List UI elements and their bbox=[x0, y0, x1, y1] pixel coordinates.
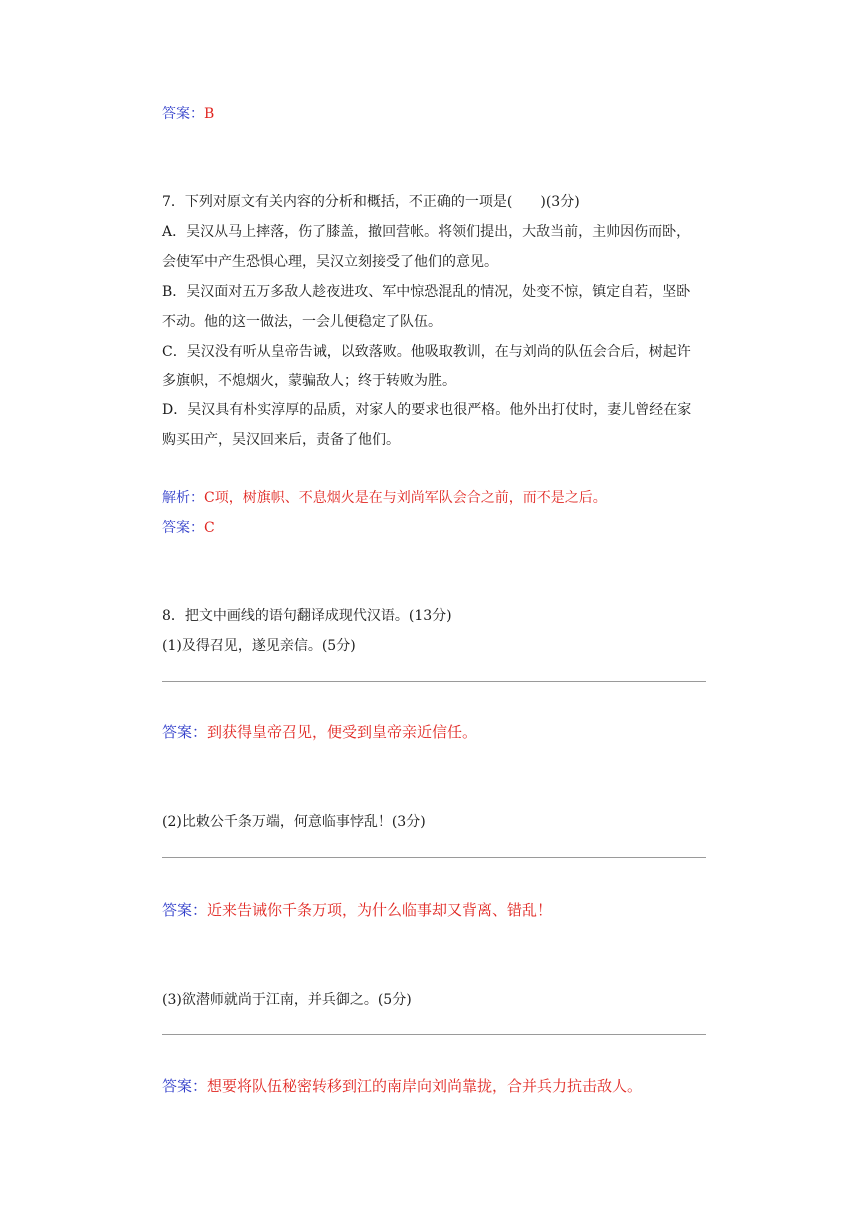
answer-blank-line-1 bbox=[162, 681, 706, 682]
q7-option-d-line1: D．吴汉具有朴实淳厚的品质，对家人的要求也很严格。他外出打仗时，妻儿曾经在家 bbox=[162, 402, 692, 418]
answer-label: 答案： bbox=[162, 723, 208, 741]
answer-text: 近来告诫你千条万项，为什么临事却又背离、错乱！ bbox=[207, 901, 553, 919]
q7-option-b-line2: 不动。他的这一做法，一会儿便稳定了队伍。 bbox=[162, 314, 442, 330]
answer-label: 答案： bbox=[162, 106, 204, 122]
answer-blank-line-3 bbox=[162, 1034, 706, 1035]
answer-value: C bbox=[204, 520, 215, 536]
q7-option-a-line1: A．吴汉从马上摔落，伤了膝盖，撤回营帐。将领们提出，大敌当前，主帅因伤而卧， bbox=[162, 224, 691, 240]
q8-stem: 8．把文中画线的语句翻译成现代汉语。(13分) bbox=[162, 608, 452, 624]
q7-option-c-line1: C．吴汉没有听从皇帝告诫，以致落败。他吸取教训，在与刘尚的队伍会合后，树起许 bbox=[162, 344, 691, 360]
q7-option-d-line2: 购买田产，吴汉回来后，责备了他们。 bbox=[162, 432, 400, 448]
answer-label: 答案： bbox=[162, 1077, 208, 1095]
analysis-label: 解析： bbox=[162, 490, 204, 506]
q7-option-a-line2: 会使军中产生恐惧心理，吴汉立刻接受了他们的意见。 bbox=[162, 254, 498, 270]
answer-b bbox=[162, 104, 214, 124]
q8-answer-1 bbox=[162, 722, 477, 742]
answer-value: B bbox=[204, 106, 215, 122]
answer-text: 到获得皇帝召见，便受到皇帝亲近信任。 bbox=[207, 723, 478, 741]
q8-sub2: (2)比敕公千条万端，何意临事悖乱！(3分) bbox=[162, 814, 426, 830]
answer-text: 想要将队伍秘密转移到江的南岸向刘尚靠拢，合并兵力抗击敌人。 bbox=[207, 1077, 643, 1095]
q8-sub3: (3)欲潜师就尚于江南，并兵御之。(5分) bbox=[162, 992, 412, 1008]
q8-answer-2 bbox=[162, 900, 552, 920]
q7-analysis bbox=[162, 488, 607, 508]
q7-option-b-line1: B．吴汉面对五万多敌人趁夜进攻、军中惊恐混乱的情况，处变不惊，镇定自若，坚卧 bbox=[162, 284, 691, 300]
answer-blank-line-2 bbox=[162, 857, 706, 858]
q8-sub1: (1)及得召见，遂见亲信。(5分) bbox=[162, 638, 356, 654]
q7-stem: 7．下列对原文有关内容的分析和概括，不正确的一项是( )(3分) bbox=[162, 194, 580, 210]
answer-label: 答案： bbox=[162, 520, 204, 536]
q7-answer bbox=[162, 518, 215, 538]
analysis-text: C项，树旗帜、不息烟火是在与刘尚军队会合之前，而不是之后。 bbox=[204, 490, 607, 506]
answer-label: 答案： bbox=[162, 901, 208, 919]
q7-option-c-line2: 多旗帜，不熄烟火，蒙骗敌人；终于转败为胜。 bbox=[162, 373, 456, 389]
q8-answer-3 bbox=[162, 1076, 642, 1096]
